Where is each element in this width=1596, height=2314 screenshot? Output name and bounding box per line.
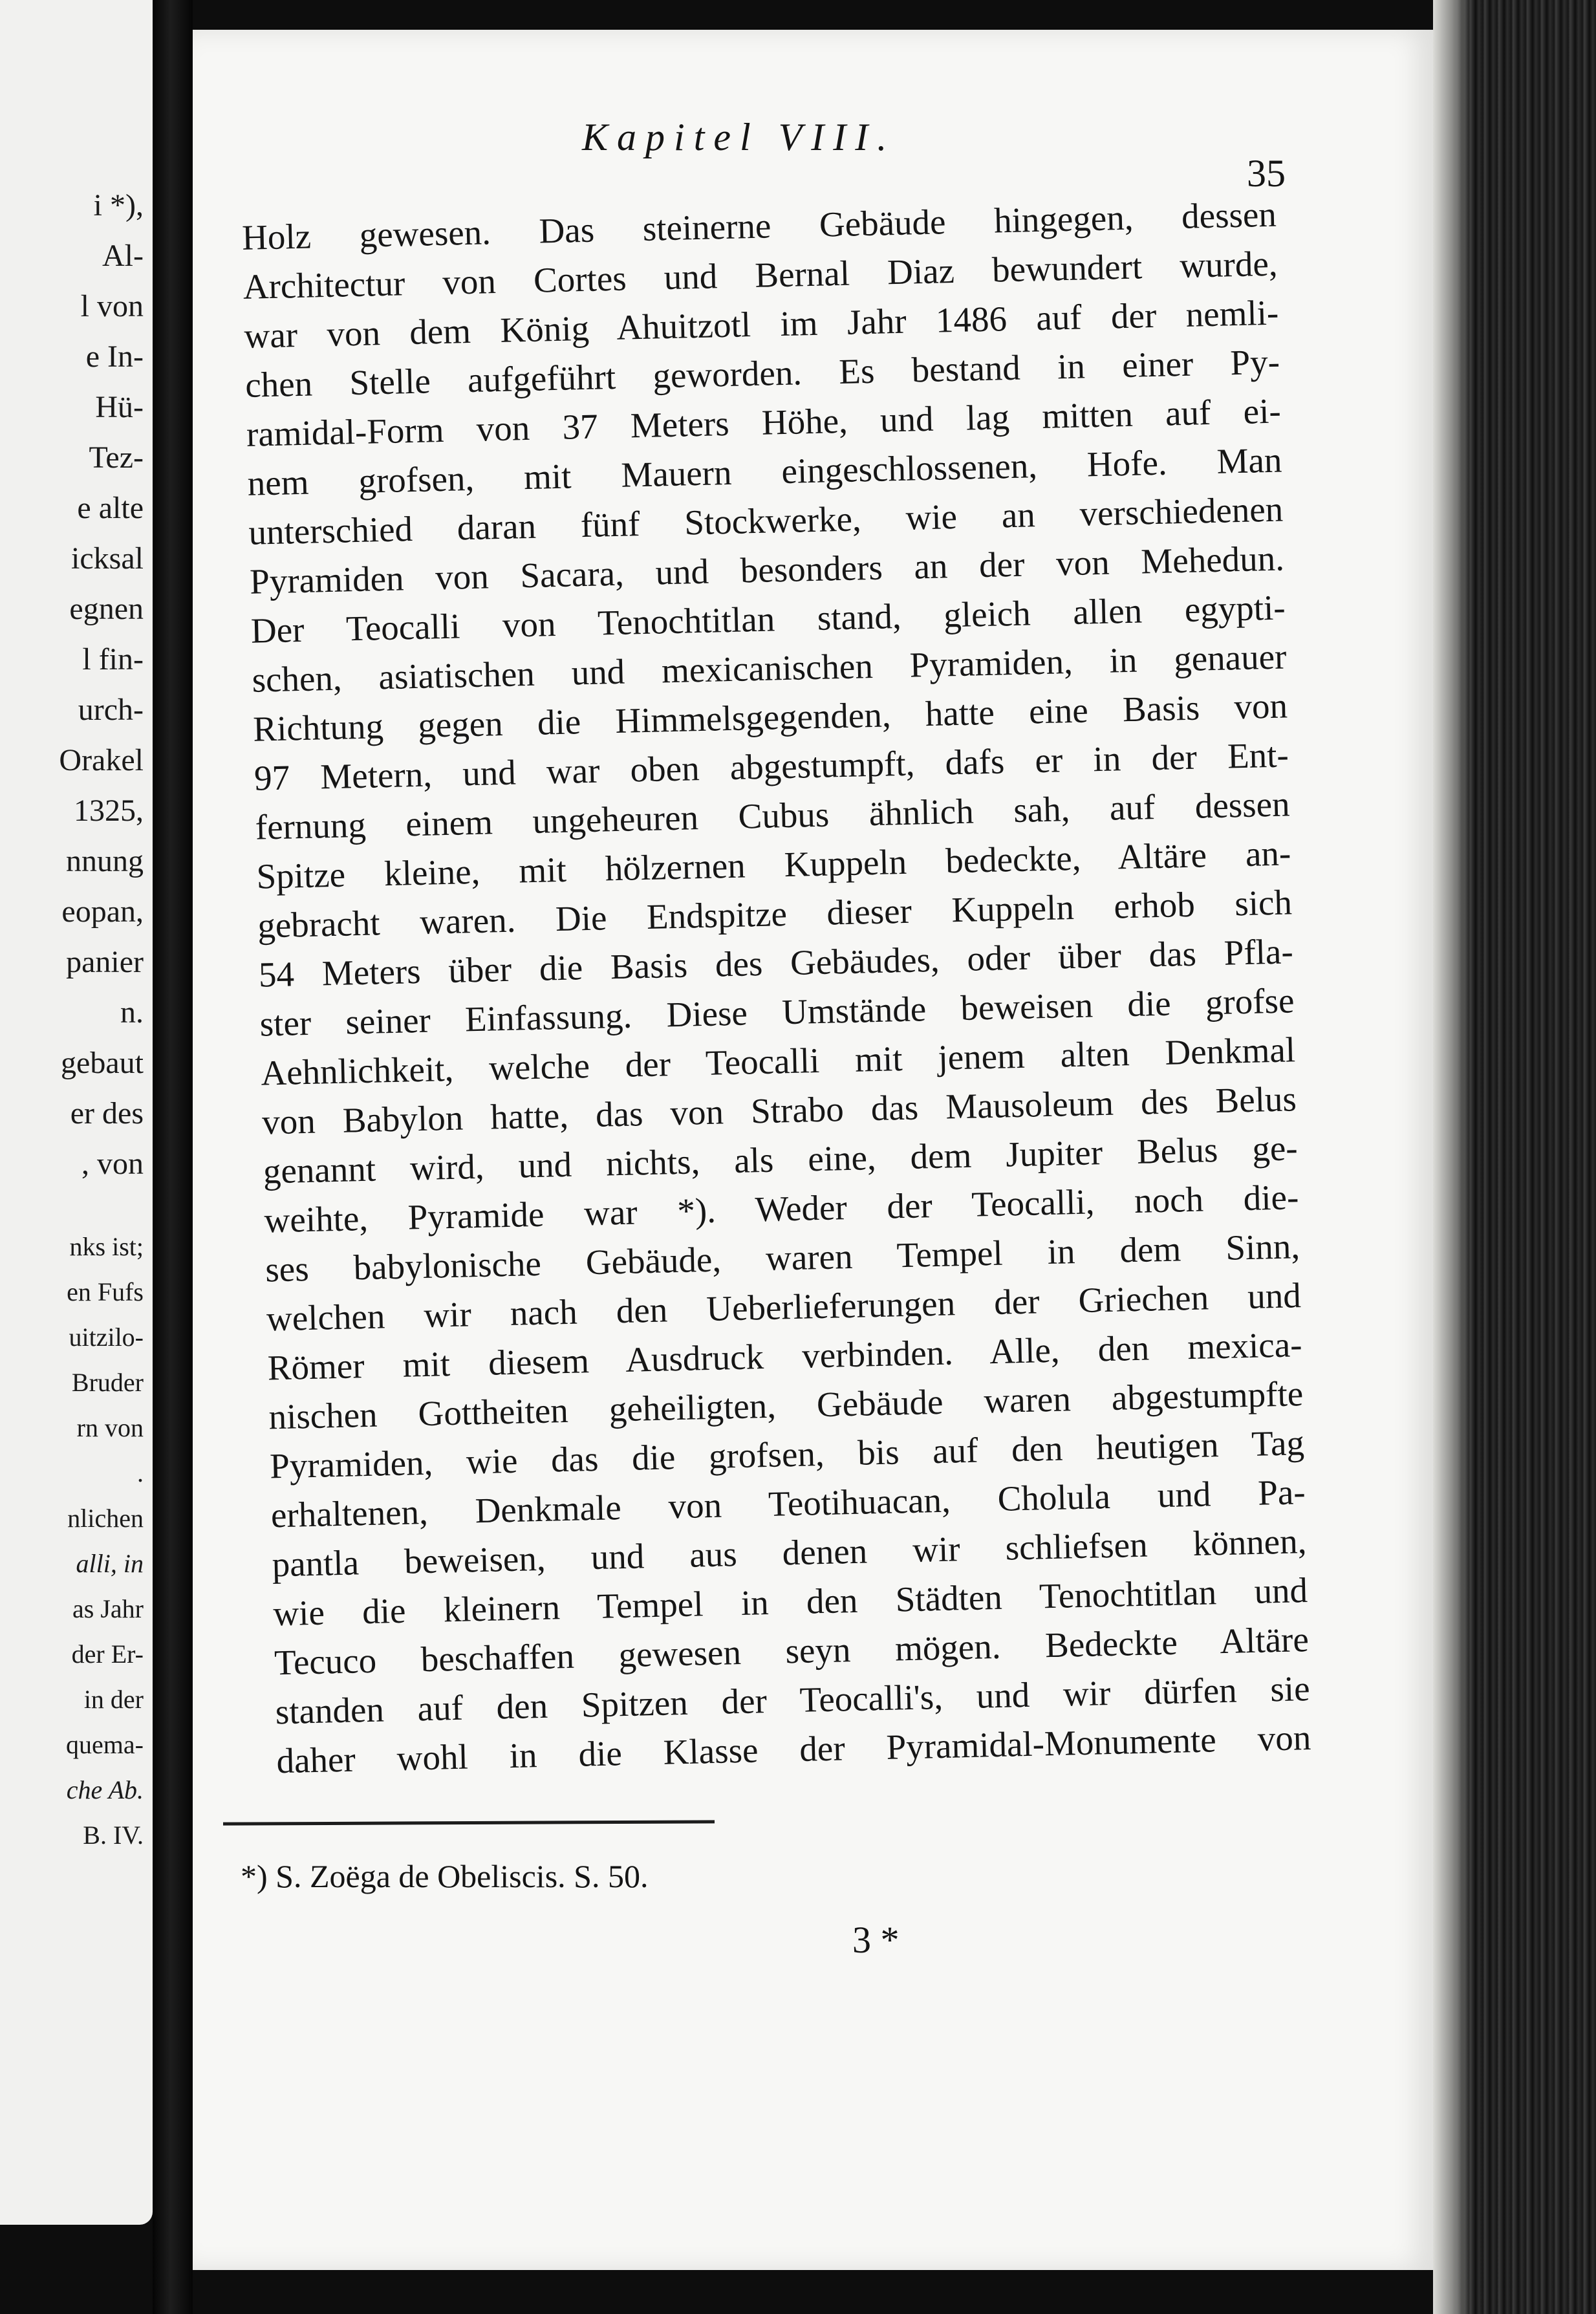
left-page-fragment: er des	[70, 1096, 144, 1130]
left-page-fragment: l von	[80, 289, 144, 323]
left-page-fragment: Hü-	[95, 390, 144, 424]
text-line: Holz gewesen. Das steinerne Gebäude hingegen, dessen	[241, 194, 1277, 257]
text-line: nem grofsen, mit Mauern eingeschlossenen, Hofe. Man	[247, 440, 1283, 503]
footnote: *) S. Zoëga de Obeliscis. S. 50.	[241, 1858, 649, 1894]
text-line: schen, asiatischen und mexicanischen Pyramiden, in genauer	[251, 636, 1287, 700]
left-page-fragment: Bruder	[71, 1368, 144, 1397]
text-line: Römer mit diesem Ausdruck verbinden. Alle, den mexica-	[267, 1325, 1303, 1388]
left-page-fragment: , von	[81, 1147, 144, 1181]
left-page-fragment: en Fufs	[67, 1277, 144, 1306]
running-head: Kapitel VIII.	[582, 116, 896, 158]
text-line: wie die kleinern Tempel in den Städten Tenochtitlan und	[272, 1570, 1308, 1634]
text-line: welchen wir nach den Ueberlieferungen der Griechen und	[266, 1275, 1302, 1339]
left-page-fragment: in der	[83, 1685, 144, 1714]
left-page-fragment: nlichen	[67, 1504, 144, 1533]
text-line: war von dem König Ahuitzotl im Jahr 1486 auf der nemli-	[243, 292, 1279, 356]
page-edges	[1433, 0, 1596, 2314]
text-line: weihte, Pyramide war *). Weder der Teocalli, noch die-	[263, 1177, 1299, 1240]
book-gutter	[153, 0, 193, 2314]
text-line: Pyramiden von Sacara, und besonders an der von Mehedun.	[249, 538, 1285, 601]
left-page-fragment: quema-	[66, 1730, 144, 1759]
text-line: ramidal-Form von 37 Meters Höhe, und lag mitten auf ei-	[246, 391, 1282, 454]
left-page-fragment: che Ab.	[66, 1775, 144, 1804]
left-page-fragment: as Jahr	[72, 1594, 144, 1623]
text-line: pantla beweisen, und aus denen wir schliefsen können,	[272, 1521, 1307, 1584]
left-page-fragment: egnen	[69, 592, 144, 626]
left-page-fragment: 1325,	[74, 794, 144, 828]
left-page-fragment: l fin-	[82, 642, 144, 676]
text-line: 97 Metern, und war oben abgestumpft, dafs er in der Ent-	[253, 735, 1289, 798]
left-page-fragment: e alte	[77, 491, 144, 525]
text-line: Aehnlichkeit, welche der Teocalli mit jenem alten Denkmal	[260, 1030, 1296, 1093]
page-number: 35	[1247, 152, 1286, 195]
text-line: standen auf den Spitzen der Teocalli's, und wir dürfen sie	[275, 1669, 1311, 1732]
text-line: Spitze kleine, mit hölzernen Kuppeln bedeckte, Altäre an-	[255, 833, 1291, 896]
left-page-fragment: Orakel	[59, 743, 144, 777]
left-page-fragment: icksal	[71, 541, 144, 576]
left-page-fragment: gebaut	[61, 1046, 144, 1080]
left-page-fragment: n.	[120, 995, 144, 1030]
text-line: fernung einem ungeheuren Cubus ähnlich sah, auf dessen	[255, 784, 1291, 847]
text-line: chen Stelle aufgeführt geworden. Es bestand in einer Py-	[244, 341, 1280, 405]
left-page-fragment: rn von	[76, 1413, 144, 1442]
text-line: 54 Meters über die Basis des Gebäudes, oder über das Pfla-	[258, 931, 1294, 995]
text-line: nischen Gottheiten geheiligten, Gebäude waren abgestumpfte	[268, 1374, 1304, 1437]
signature-mark: 3 *	[852, 1919, 900, 1961]
left-page-fragment: B. IV.	[83, 1821, 144, 1850]
text-line: ses babylonische Gebäude, waren Tempel in dem Sinn,	[264, 1226, 1300, 1290]
text-line: Der Teocalli von Tenochtitlan stand, gleich allen egypti-	[250, 587, 1286, 651]
left-page-fragment: Tez-	[89, 440, 144, 475]
text-line: Architectur von Cortes und Bernal Diaz bewundert wurde,	[243, 243, 1278, 307]
left-page-fragment: nnung	[66, 844, 144, 878]
left-page-fragment: nks ist;	[69, 1232, 144, 1261]
text-line: Tecuco beschaffen gewesen seyn mögen. Bedeckte Altäre	[274, 1619, 1310, 1683]
left-page-fragment: eopan,	[61, 894, 144, 929]
left-page-fragment: urch-	[78, 693, 144, 727]
left-page-fragment: i *),	[93, 188, 144, 222]
text-line: genannt wird, und nichts, als eine, dem Jupiter Belus ge-	[263, 1128, 1299, 1191]
text-line: ster seiner Einfassung. Diese Umstände beweisen die grofse	[259, 980, 1295, 1044]
left-page-fragment: der Er-	[71, 1639, 144, 1669]
text-line: von Babylon hatte, das von Strabo das Mausoleum des Belus	[261, 1079, 1297, 1142]
left-page-fragment: e In-	[85, 340, 144, 374]
text-line: daher wohl in die Klasse der Pyramidal-Monumente von	[275, 1718, 1311, 1781]
text-line: gebracht waren. Die Endspitze dieser Kuppeln erhob sich	[257, 882, 1293, 946]
text-line: Richtung gegen die Himmelsgegenden, hatte eine Basis von	[252, 686, 1288, 749]
left-page-fragment: panier	[66, 945, 144, 979]
left-page-fragment: .	[137, 1458, 144, 1487]
left-page-fragment: alli, in	[76, 1549, 144, 1578]
text-line: unterschied daran fünf Stockwerke, wie an verschiedenen	[248, 489, 1284, 552]
left-facing-page	[0, 0, 153, 2225]
text-line: Pyramiden, wie das die grofsen, bis auf den heutigen Tag	[269, 1423, 1305, 1486]
text-line: erhaltenen, Denkmale von Teotihuacan, Cholula und Pa-	[270, 1472, 1306, 1535]
left-page-fragment: Al-	[102, 239, 144, 273]
left-page-fragment: uitzilo-	[69, 1323, 144, 1352]
